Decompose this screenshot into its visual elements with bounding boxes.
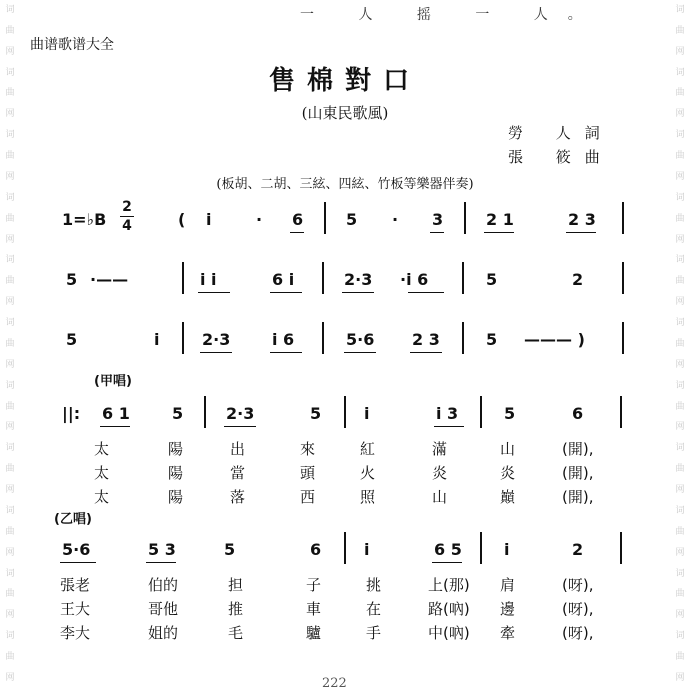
lyric-syllable: 西 xyxy=(300,488,316,506)
lyric-syllable: 伯的 xyxy=(148,576,179,594)
lyric-syllable: 太 xyxy=(94,488,110,506)
note: i xyxy=(504,540,510,559)
note: i xyxy=(364,540,370,559)
lyric-syllable: 王大 xyxy=(60,600,91,618)
watermark-glyph: 网 xyxy=(675,610,685,621)
lyric-syllable: 出 xyxy=(230,440,246,458)
lyric-syllable: 紅 xyxy=(360,440,376,458)
note: 5 3 xyxy=(148,540,176,559)
watermark-glyph: 曲 xyxy=(675,338,685,349)
previous-song-fragment: 一 人 摇 一 人。 xyxy=(300,7,602,23)
lyric-syllable: 担 xyxy=(228,576,244,594)
watermark-glyph: 网 xyxy=(5,297,15,308)
watermark-glyph: 网 xyxy=(675,171,685,182)
lyric-syllable: 巔 xyxy=(500,488,516,506)
watermark-glyph: 词 xyxy=(675,631,685,642)
watermark-glyph: 词 xyxy=(5,568,15,579)
watermark-glyph: 曲 xyxy=(5,151,15,162)
note: 5 xyxy=(66,330,78,349)
lyric-syllable: 手 xyxy=(366,624,382,642)
watermark-glyph: 曲 xyxy=(5,338,15,349)
watermark-glyph: 网 xyxy=(675,359,685,370)
watermark-glyph: 网 xyxy=(5,46,15,57)
note: 2·3 xyxy=(226,404,255,423)
lyric-syllable: 車 xyxy=(306,600,322,618)
watermark-glyph: 曲 xyxy=(5,401,15,412)
watermark-glyph: 词 xyxy=(5,192,15,203)
watermark-glyph: 网 xyxy=(5,422,15,433)
watermark-glyph: 词 xyxy=(675,130,685,141)
note: 3 xyxy=(432,210,444,229)
note: 6 xyxy=(292,210,304,229)
note: 5 xyxy=(486,330,498,349)
lyric-syllable: 山 xyxy=(432,488,448,506)
lyric-syllable: 上(那) xyxy=(428,576,470,594)
lyric-syllable: 驢 xyxy=(306,624,322,642)
note: ——— ) xyxy=(524,330,585,349)
lyric-syllable: 炎 xyxy=(432,464,448,482)
note: 5 xyxy=(486,270,498,289)
watermark-glyph: 曲 xyxy=(5,464,15,475)
part-label-a: (甲唱) xyxy=(94,374,132,389)
part-label-b: (乙唱) xyxy=(54,512,92,527)
note: 5 xyxy=(504,404,516,423)
note: 5 xyxy=(172,404,184,423)
lyric-syllable: 山 xyxy=(500,440,516,458)
lyricist-credit: 勞 人詞 xyxy=(508,124,614,142)
watermark-glyph: 网 xyxy=(5,485,15,496)
site-name: 曲谱歌谱大全 xyxy=(30,37,114,53)
lyric-syllable: 張老 xyxy=(60,576,91,594)
watermark-glyph: 曲 xyxy=(675,526,685,537)
lyric-syllable: 落 xyxy=(230,488,246,506)
lyric-syllable: (呀), xyxy=(562,624,594,642)
note: i xyxy=(154,330,160,349)
note: ·—— xyxy=(90,270,129,289)
watermark-glyph: 曲 xyxy=(675,213,685,224)
lyric-syllable: (開), xyxy=(562,440,594,458)
watermark-glyph: 词 xyxy=(5,380,15,391)
note: · xyxy=(392,210,399,229)
watermark-glyph: 词 xyxy=(5,67,15,78)
note: 6 xyxy=(572,404,584,423)
watermark-glyph: 网 xyxy=(5,672,15,683)
lyric-syllable: 來 xyxy=(300,440,316,458)
watermark-glyph: 词 xyxy=(675,380,685,391)
note: i xyxy=(206,210,212,229)
note: · xyxy=(256,210,263,229)
watermark-glyph: 网 xyxy=(675,672,685,683)
note: 2·3 xyxy=(344,270,373,289)
note: ( xyxy=(178,210,186,229)
lyric-syllable: 牽 xyxy=(500,624,516,642)
instrumentation-note: (板胡、二胡、三絃、四絃、竹板等樂器伴奏) xyxy=(216,177,474,192)
watermark-glyph: 网 xyxy=(675,109,685,120)
lyric-syllable: 太 xyxy=(94,440,110,458)
watermark-glyph: 词 xyxy=(5,318,15,329)
watermark-glyph: 词 xyxy=(5,505,15,516)
note: 2 xyxy=(572,540,584,559)
lyric-syllable: 哥他 xyxy=(148,600,179,618)
note: 5 xyxy=(66,270,78,289)
watermark-glyph: 曲 xyxy=(5,88,15,99)
note: 5 xyxy=(224,540,236,559)
watermark-glyph: 网 xyxy=(5,359,15,370)
note: i 3 xyxy=(436,404,459,423)
lyric-syllable: 炎 xyxy=(500,464,516,482)
lyric-syllable: 挑 xyxy=(366,576,382,594)
note: ·i 6 xyxy=(400,270,429,289)
watermark-glyph: 曲 xyxy=(5,276,15,287)
watermark-glyph: 词 xyxy=(5,443,15,454)
watermark-glyph: 网 xyxy=(675,422,685,433)
watermark-glyph: 网 xyxy=(675,297,685,308)
lyric-syllable: 頭 xyxy=(300,464,316,482)
watermark-glyph: 曲 xyxy=(675,151,685,162)
lyric-syllable: 火 xyxy=(360,464,376,482)
lyric-syllable: 路(吶) xyxy=(428,600,470,618)
key-signature: 1=♭B xyxy=(62,210,107,229)
watermark-glyph: 曲 xyxy=(675,25,685,36)
lyric-syllable: 陽 xyxy=(168,488,184,506)
lyric-syllable: 陽 xyxy=(168,464,184,482)
time-signature-top: 2 xyxy=(122,199,132,215)
lyric-syllable: 中(吶) xyxy=(428,624,470,642)
note: 2 3 xyxy=(568,210,596,229)
note: 5 xyxy=(346,210,358,229)
lyric-syllable: 陽 xyxy=(168,440,184,458)
lyric-syllable: 毛 xyxy=(228,624,244,642)
note: 6 5 xyxy=(434,540,462,559)
lyric-syllable: 姐的 xyxy=(148,624,179,642)
watermark-glyph: 词 xyxy=(675,505,685,516)
watermark-glyph: 词 xyxy=(675,192,685,203)
watermark-glyph: 曲 xyxy=(675,464,685,475)
note: 6 xyxy=(310,540,322,559)
watermark-glyph: 曲 xyxy=(5,526,15,537)
note: i xyxy=(364,404,370,423)
note: i 6 xyxy=(272,330,295,349)
note: 5·6 xyxy=(346,330,375,349)
lyric-syllable: 照 xyxy=(360,488,376,506)
note: i i xyxy=(200,270,217,289)
watermark-glyph: 网 xyxy=(675,485,685,496)
note: 2 1 xyxy=(486,210,514,229)
lyric-syllable: (開), xyxy=(562,464,594,482)
lyric-syllable: 當 xyxy=(230,464,246,482)
watermark-glyph: 词 xyxy=(675,4,685,15)
watermark-glyph: 曲 xyxy=(675,88,685,99)
time-signature-bottom: 4 xyxy=(122,218,132,234)
watermark-glyph: 曲 xyxy=(675,652,685,663)
watermark-glyph: 网 xyxy=(5,234,15,245)
lyric-syllable: 李大 xyxy=(60,624,91,642)
page-number: 222 xyxy=(322,676,347,691)
watermark-glyph: 词 xyxy=(5,631,15,642)
song-subtitle: (山東民歌風) xyxy=(301,104,389,122)
watermark-glyph: 词 xyxy=(675,568,685,579)
note: 6 1 xyxy=(102,404,130,423)
lyric-syllable: 肩 xyxy=(500,576,516,594)
note: 2 3 xyxy=(412,330,440,349)
note: 6 i xyxy=(272,270,295,289)
note: 5·6 xyxy=(62,540,91,559)
lyric-syllable: 邊 xyxy=(500,600,516,618)
time-signature xyxy=(120,200,134,233)
watermark-glyph: 网 xyxy=(675,46,685,57)
watermark-glyph: 网 xyxy=(5,610,15,621)
watermark-glyph: 曲 xyxy=(675,589,685,600)
lyric-syllable: 子 xyxy=(306,576,322,594)
composer-credit: 張 筱曲 xyxy=(508,148,614,166)
watermark-glyph: 网 xyxy=(675,234,685,245)
watermark-glyph: 曲 xyxy=(675,401,685,412)
watermark-glyph: 词 xyxy=(675,67,685,78)
lyric-syllable: (開), xyxy=(562,488,594,506)
watermark-glyph: 曲 xyxy=(5,213,15,224)
lyric-syllable: 滿 xyxy=(432,440,448,458)
watermark-glyph: 曲 xyxy=(5,25,15,36)
watermark-glyph: 词 xyxy=(675,443,685,454)
watermark-glyph: 网 xyxy=(5,109,15,120)
song-title: 售棉對口 xyxy=(268,66,421,96)
lyric-syllable: 推 xyxy=(228,600,244,618)
lyric-syllable: (呀), xyxy=(562,576,594,594)
repeat-sign: ||: xyxy=(62,404,81,423)
watermark-glyph: 曲 xyxy=(5,652,15,663)
lyric-syllable: 太 xyxy=(94,464,110,482)
note: 5 xyxy=(310,404,322,423)
watermark-glyph: 词 xyxy=(675,318,685,329)
lyric-syllable: (呀), xyxy=(562,600,594,618)
watermark-glyph: 曲 xyxy=(5,589,15,600)
note: 2 xyxy=(572,270,584,289)
watermark-glyph: 网 xyxy=(5,171,15,182)
watermark-glyph: 网 xyxy=(675,547,685,558)
watermark-glyph: 词 xyxy=(5,4,15,15)
watermark-glyph: 网 xyxy=(5,547,15,558)
lyric-syllable: 在 xyxy=(366,600,382,618)
watermark-glyph: 曲 xyxy=(675,276,685,287)
watermark-glyph: 词 xyxy=(5,130,15,141)
note: 2·3 xyxy=(202,330,231,349)
watermark-glyph: 词 xyxy=(675,255,685,266)
watermark-glyph: 词 xyxy=(5,255,15,266)
